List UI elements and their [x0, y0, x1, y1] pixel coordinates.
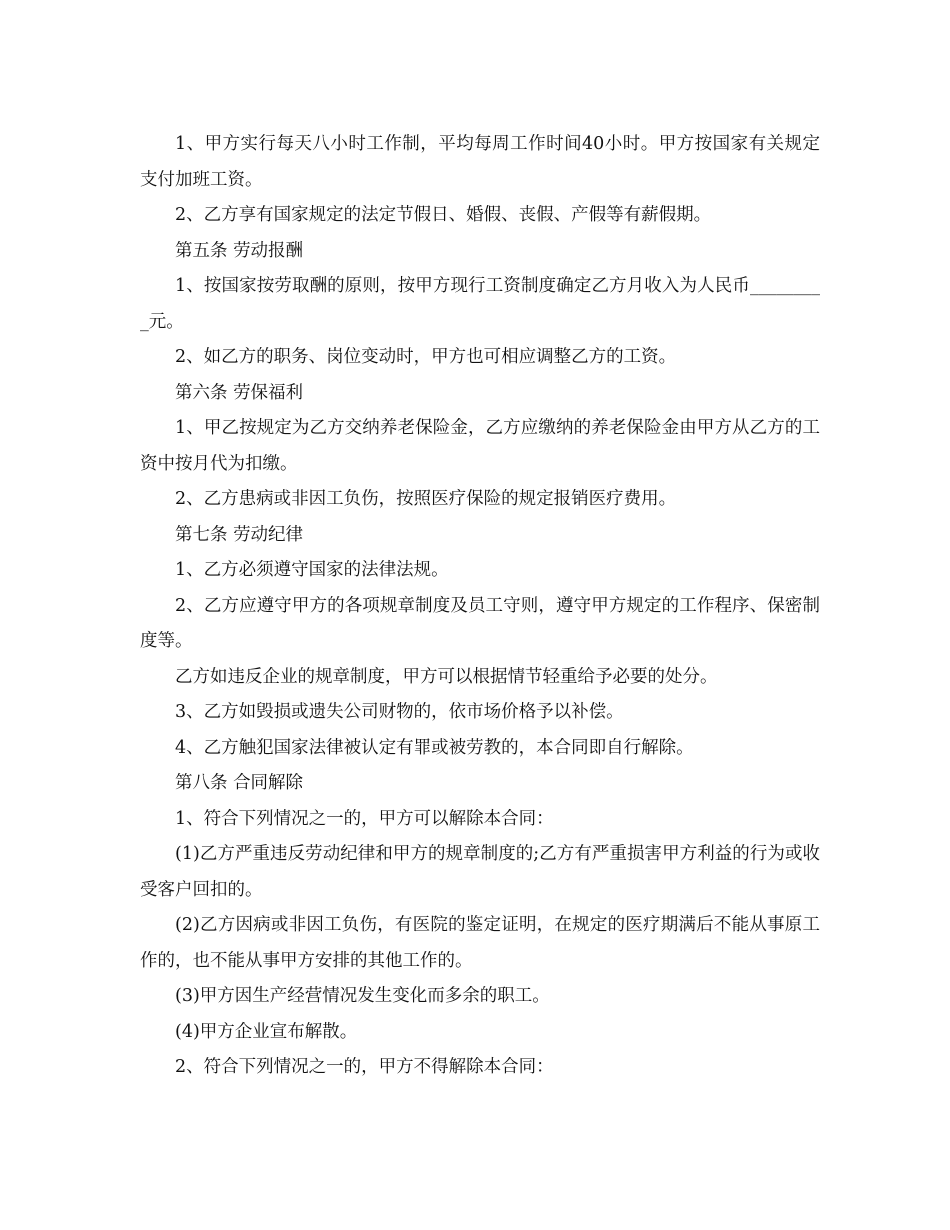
paragraph-working-hours: 1、甲方实行每天八小时工作制，平均每周工作时间40小时。甲方按国家有关规定支付加班工资。: [140, 134, 820, 190]
paragraph-company-rules: 2、乙方应遵守甲方的各项规章制度及员工守则，遵守甲方规定的工作程序、保密制度等。: [140, 595, 820, 651]
paragraph-medical-expenses: 2、乙方患病或非因工负伤，按照医疗保险的规定报销医疗费用。: [175, 489, 677, 509]
section-heading-7: 第七条 劳动纪律: [175, 524, 304, 545]
section-heading-8: 第八条 合同解除: [175, 773, 304, 793]
paragraph-condition-3: (3)甲方因生产经营情况发生变化而多余的职工。: [175, 986, 550, 1006]
paragraph-pension-insurance: 1、甲乙按规定为乙方交纳养老保险金，乙方应缴纳的养老保险金由甲方从乙方的工资中按月代为扣缴。: [140, 418, 820, 474]
paragraph-termination-conditions: 1、符合下列情况之一的，甲方可以解除本合同：: [175, 808, 554, 829]
section-heading-6: 第六条 劳保福利: [175, 382, 304, 403]
paragraph-condition-4: (4)甲方企业宣布解散。: [175, 1021, 358, 1042]
paragraph-criminal-termination: 4、乙方触犯国家法律被认定有罪或被劳教的，本合同即自行解除。: [175, 737, 694, 758]
paragraph-property-compensation: 3、乙方如毁损或遗失公司财物的，依市场价格予以补偿。: [175, 702, 624, 722]
paragraph-condition-2: (2)乙方因病或非因工负伤，有医院的鉴定证明，在规定的医疗期满后不能从事原工作的，也不能从事甲方安排的其他工作的。: [140, 915, 820, 971]
paragraph-obey-laws: 1、乙方必须遵守国家的法律法规。: [175, 560, 449, 580]
document-body: [140, 127, 820, 1086]
paragraph-condition-1: (1)乙方严重违反劳动纪律和甲方的规章制度的;乙方有严重损害甲方利益的行为或收受客户回扣的。: [140, 844, 820, 900]
paragraph-no-termination-conditions: 2、符合下列情况之一的，甲方不得解除本合同：: [175, 1057, 554, 1077]
paragraph-disciplinary-action: 乙方如违反企业的规章制度，甲方可以根据情节轻重给予必要的处分。: [175, 666, 718, 687]
paragraph-paid-leave: 2、乙方享有国家规定的法定节假日、婚假、丧假、产假等有薪假期。: [175, 205, 712, 225]
section-heading-5: 第五条 劳动报酬: [175, 240, 304, 261]
paragraph-salary-adjustment: 2、如乙方的职务、岗位变动时，甲方也可相应调整乙方的工资。: [175, 347, 677, 367]
paragraph-monthly-income: 1、按国家按劳取酬的原则，按甲方现行工资制度确定乙方月收入为人民币_________元。: [140, 276, 820, 332]
